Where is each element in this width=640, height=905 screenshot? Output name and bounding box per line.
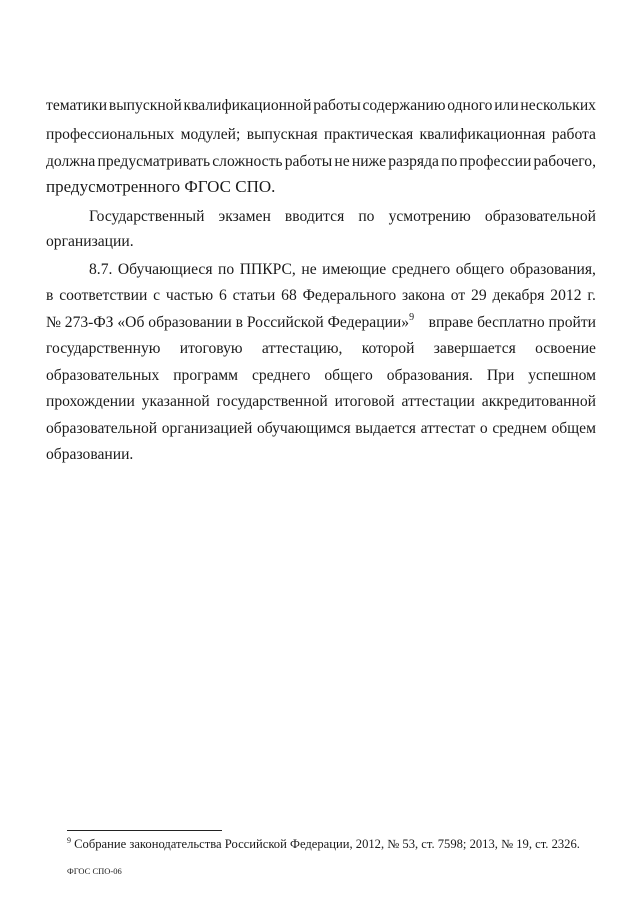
word: успешном bbox=[528, 367, 596, 384]
word: одного bbox=[447, 97, 493, 114]
word: имеющие bbox=[322, 261, 387, 278]
word: частью bbox=[165, 287, 214, 304]
word: Федерального bbox=[302, 287, 397, 304]
word: по bbox=[218, 261, 235, 278]
word: ниже bbox=[351, 153, 387, 170]
text-line: организации. bbox=[46, 233, 134, 250]
word: от bbox=[450, 287, 466, 304]
word: сложность bbox=[212, 153, 283, 170]
word: о bbox=[479, 420, 488, 437]
law-citation: № 273-ФЗ «Об образовании в Российской Федерации»$^9$ bbox=[46, 312, 415, 331]
footnote bbox=[67, 836, 607, 852]
word: образования, bbox=[509, 261, 596, 278]
word: закона bbox=[402, 287, 445, 304]
footnote-separator bbox=[67, 830, 222, 831]
word: образовательной bbox=[484, 208, 596, 225]
word: программ bbox=[173, 367, 238, 384]
text-line bbox=[46, 419, 596, 439]
word: тематики bbox=[46, 97, 108, 114]
word: профессиональных bbox=[46, 126, 175, 143]
word: не bbox=[301, 261, 317, 278]
word: организацией bbox=[161, 420, 253, 437]
word: по bbox=[441, 153, 458, 170]
text-line bbox=[46, 96, 596, 116]
word: среднего bbox=[391, 261, 451, 278]
word: 68 bbox=[281, 287, 297, 304]
word: вводится bbox=[284, 208, 345, 225]
word: декабря bbox=[492, 287, 545, 304]
word: соответствии bbox=[59, 287, 148, 304]
word: квалификационной bbox=[183, 97, 312, 114]
text-line bbox=[46, 339, 596, 359]
text-line bbox=[46, 125, 596, 145]
word: в bbox=[46, 287, 54, 304]
word: работа bbox=[551, 126, 596, 143]
word: 6 bbox=[219, 287, 227, 304]
word: работы bbox=[284, 153, 333, 170]
word: общем bbox=[551, 420, 596, 437]
word: квалификационная bbox=[419, 126, 546, 143]
word: должна bbox=[46, 153, 96, 170]
word: предусматривать bbox=[97, 153, 211, 170]
word: профессии bbox=[459, 153, 532, 170]
text-line bbox=[46, 286, 596, 306]
word: завершается bbox=[433, 340, 516, 357]
footnote-ref[interactable]: 9 bbox=[409, 312, 415, 323]
text-line bbox=[46, 152, 596, 172]
word: аттестации bbox=[401, 393, 475, 410]
word: государственной bbox=[216, 393, 328, 410]
word: При bbox=[486, 367, 515, 384]
word: указанной bbox=[141, 393, 210, 410]
text-line bbox=[89, 207, 596, 227]
word: экзамен bbox=[218, 208, 271, 225]
word: итоговой bbox=[334, 393, 395, 410]
word: 2012 bbox=[550, 287, 582, 304]
text-line bbox=[46, 392, 596, 412]
word: образования. bbox=[386, 367, 473, 384]
word: общего bbox=[455, 261, 505, 278]
word: образовательной bbox=[46, 420, 158, 437]
word: рабочего, bbox=[533, 153, 596, 170]
word: Обучающиеся bbox=[117, 261, 213, 278]
text-line: образовании. bbox=[46, 446, 134, 463]
word: обучающимся bbox=[256, 420, 351, 437]
word: которой bbox=[361, 340, 415, 357]
word: ППКРС, bbox=[239, 261, 296, 278]
word: разряда bbox=[388, 153, 439, 170]
word: содержанию bbox=[362, 97, 446, 114]
word: прохождении bbox=[46, 393, 135, 410]
word: с bbox=[153, 287, 161, 304]
word: статьи bbox=[232, 287, 276, 304]
word: модулей; bbox=[180, 126, 241, 143]
word: выпускной bbox=[108, 97, 182, 114]
word: или bbox=[494, 97, 519, 114]
text-line bbox=[46, 366, 596, 386]
footnote-number: 9 bbox=[67, 836, 71, 845]
word: образовательных bbox=[46, 367, 160, 384]
footnote-text: Собрание законодательства Российской Федерации, 2012, № 53, ст. 7598; 2013, № 19, ст. 2326. bbox=[74, 837, 580, 851]
word: общего bbox=[324, 367, 373, 384]
document-code: ФГОС СПО-06 bbox=[67, 866, 122, 876]
word: выдается bbox=[355, 420, 416, 437]
word: не bbox=[334, 153, 350, 170]
word: по bbox=[358, 208, 375, 225]
text-fragment: вправе бесплатно пройти bbox=[428, 314, 596, 331]
word: практическая bbox=[324, 126, 414, 143]
word: усмотрению bbox=[388, 208, 471, 225]
word: 29 bbox=[471, 287, 487, 304]
word: аттестацию, bbox=[261, 340, 343, 357]
word: аккредитованной bbox=[481, 393, 596, 410]
word: среднего bbox=[251, 367, 311, 384]
word: итоговую bbox=[179, 340, 243, 357]
word: 8.7. bbox=[89, 261, 113, 278]
text-line: предусмотренного ФГОС СПО. bbox=[46, 177, 276, 196]
text-line bbox=[89, 260, 596, 280]
word: г. bbox=[587, 287, 596, 304]
word: нескольких bbox=[520, 97, 596, 114]
word: Государственный bbox=[89, 208, 205, 225]
word: аттестат bbox=[420, 420, 476, 437]
word: среднем bbox=[492, 420, 547, 437]
text-line bbox=[46, 313, 596, 333]
word: государственную bbox=[46, 340, 161, 357]
word: работы bbox=[313, 97, 361, 114]
word: освоение bbox=[535, 340, 596, 357]
word: выпускная bbox=[246, 126, 318, 143]
